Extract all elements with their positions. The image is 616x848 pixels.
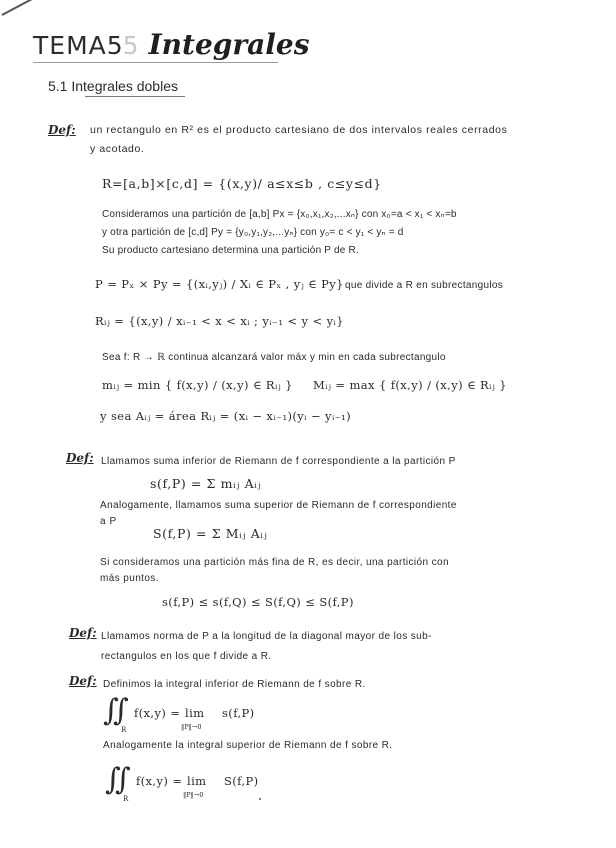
def2-line1: Llamamos suma inferior de Riemann de f correspondiente a la partición P xyxy=(101,456,456,467)
eq-upper-sum: S(f,P) = Σ Mᵢⱼ Aᵢⱼ xyxy=(153,526,268,541)
integral-lower-lhs: f(x,y) = xyxy=(134,706,181,720)
integral-upper-lhs: f(x,y) = xyxy=(136,774,183,788)
integral-lower-rhs: s(f,P) xyxy=(222,706,255,720)
double-integral-sign: ∬ xyxy=(105,762,131,797)
eq-max: Mᵢⱼ = max { f(x,y) / (x,y) ∈ Rᵢⱼ } xyxy=(313,378,508,392)
def2-line4: Si consideramos una partición más fina de R, es decir, una partición con xyxy=(100,557,449,568)
def-label: Def: xyxy=(69,626,97,640)
eq-subrectangle: Rᵢⱼ = {(x,y) / xᵢ₋₁ < x < xᵢ ; yᵢ₋₁ < y < yᵢ} xyxy=(95,314,344,328)
eq-partition-tail: que divide a R en subrectangulos xyxy=(345,280,504,291)
def2-line2: Analogamente, llamamos suma superior de Riemann de f correspondiente xyxy=(100,500,457,511)
section-underline xyxy=(85,96,185,97)
integral-domain-label: R xyxy=(123,795,129,803)
partition-line2: y otra partición de [c,d] Py = {y₀,y₁,y₂,...yₙ} con y₀= c < y₁ < yₙ = d xyxy=(102,227,404,238)
eq-lower-sum: s(f,P) = Σ mᵢⱼ Aᵢⱼ xyxy=(150,476,262,491)
def3-line1: Llamamos norma de P a la longitud de la diagonal mayor de los sub- xyxy=(101,631,432,642)
pen-stroke-mark xyxy=(2,0,45,16)
double-integral-sign: ∬ xyxy=(103,693,129,728)
def-label: Def: xyxy=(66,451,94,465)
title-number: 5 xyxy=(106,31,123,60)
def-label: Def: xyxy=(69,674,97,688)
title-word: Integrales xyxy=(148,28,310,61)
title-number-faint: 5 xyxy=(122,31,139,60)
integral-upper-lim-under: ‖P‖→0 xyxy=(183,791,204,799)
def-label: Def: xyxy=(48,123,76,137)
def4-line2: Analogamente la integral superior de Riemann de f sobre R. xyxy=(103,740,393,751)
eq-sum-inequality: s(f,P) ≤ s(f,Q) ≤ S(f,Q) ≤ S(f,P) xyxy=(162,595,354,609)
eq-area: y sea Aᵢⱼ = área Rᵢⱼ = (xᵢ − xᵢ₋₁)(yᵢ − yᵢ₋₁) xyxy=(100,409,352,423)
def4-line1: Definimos la integral inferior de Riemann de f sobre R. xyxy=(103,679,366,690)
eq-partition-product: P = Pₓ × Py = {(xᵢ,yⱼ) / Xᵢ ∈ Pₓ , yⱼ ∈ Py} xyxy=(95,277,344,291)
integral-upper-rhs: S(f,P) xyxy=(224,774,259,788)
integral-lower-lim-under: ‖P‖→0 xyxy=(181,723,202,731)
ink-dot xyxy=(259,798,261,800)
integral-lower-lim: lim xyxy=(185,706,205,720)
integral-upper-lim: lim xyxy=(187,774,207,788)
section-heading: 5.1 Integrales dobles xyxy=(48,78,178,94)
partition-line3: Su producto cartesiano determina una partición P de R. xyxy=(102,245,359,256)
integral-domain-label: R xyxy=(121,726,127,734)
def1-line2: y acotado. xyxy=(90,143,145,155)
page-title xyxy=(33,28,309,61)
partition-line1: Consideramos una partición de [a,b] Px = {x₀,x₁,x₂,...xₙ} con x₀=a < x₁ < xₙ=b xyxy=(102,209,457,220)
def1-line1: un rectangulo en R² es el producto cartesiano de dos intervalos reales cerrados xyxy=(90,124,508,136)
def2-line5: más puntos. xyxy=(100,573,159,584)
title-underline xyxy=(33,62,278,63)
continuity-line: Sea f: R → ℝ continua alcanzará valor máx y min en cada subrectangulo xyxy=(102,352,446,363)
def3-line2: rectangulos en los que f divide a R. xyxy=(101,651,272,662)
def2-line3: a P xyxy=(100,516,117,527)
eq-min: mᵢⱼ = min { f(x,y) / (x,y) ∈ Rᵢⱼ } xyxy=(102,378,293,392)
eq-rectangle: R=[a,b]×[c,d] = {(x,y)/ a≤x≤b , c≤y≤d} xyxy=(102,176,382,191)
title-tema: TEMA xyxy=(33,31,107,60)
